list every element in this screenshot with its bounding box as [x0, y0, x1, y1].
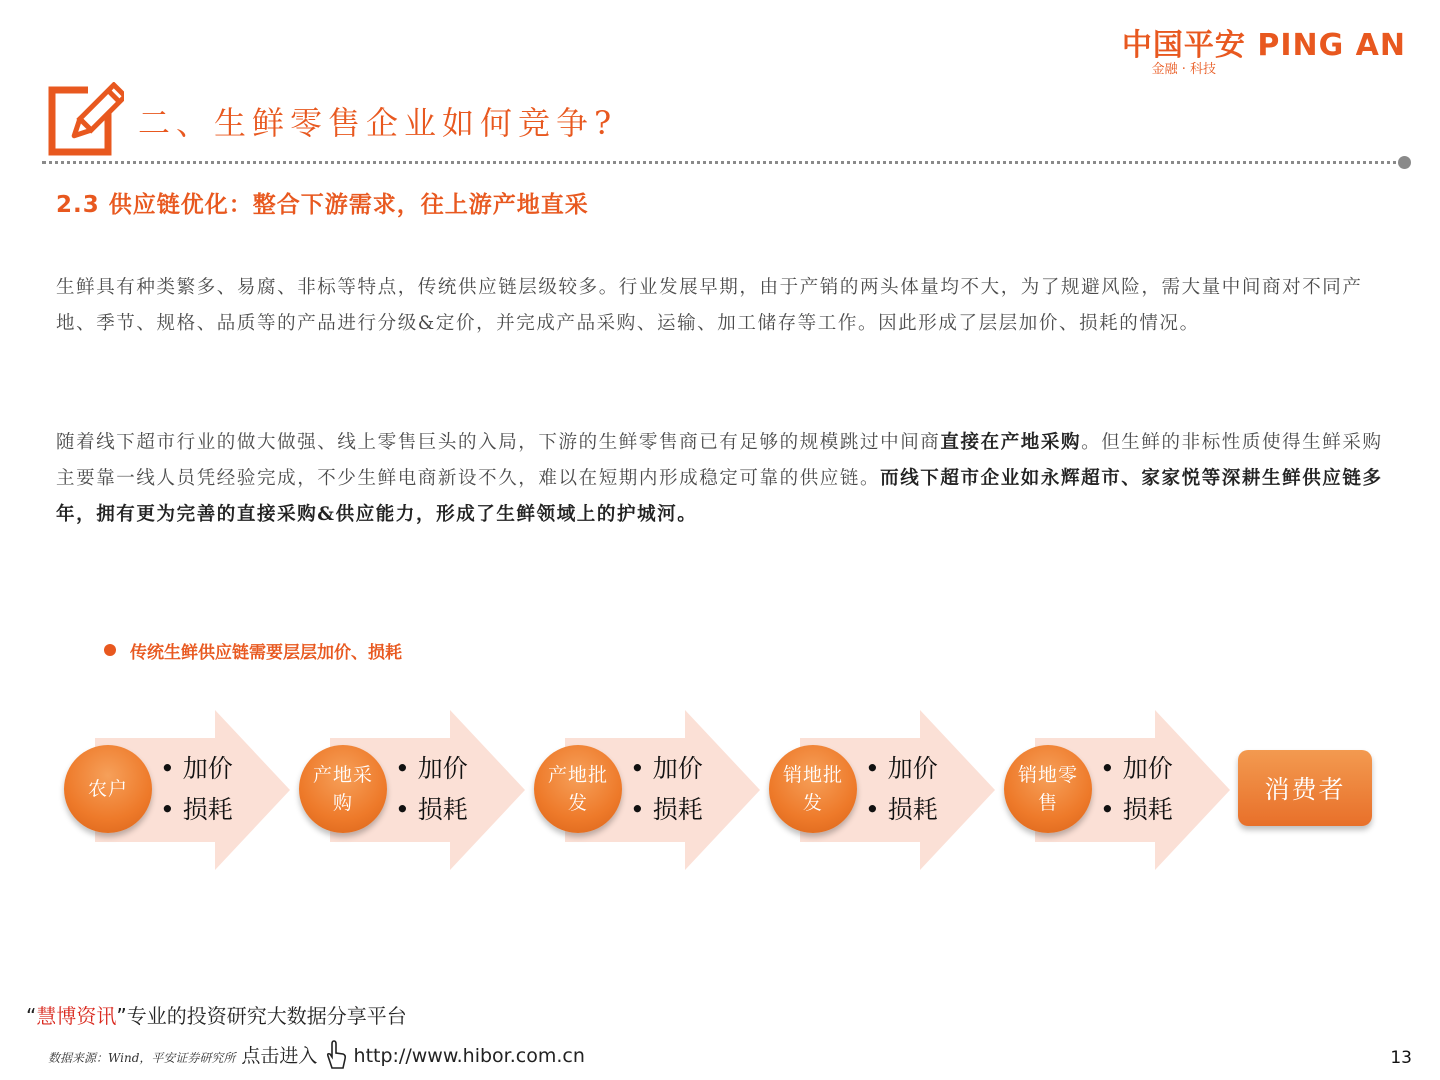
section-title: 2.3 供应链优化：整合下游需求，往上游产地直采	[56, 192, 589, 218]
stage-item: • 加价	[630, 748, 703, 789]
url-prefix: 点击进入	[241, 1045, 318, 1067]
footer-url-link[interactable]: http://www.hibor.com.cn	[353, 1045, 585, 1067]
stage-items	[630, 748, 703, 830]
stage-item: • 损耗	[865, 789, 938, 830]
stage-item: • 加价	[865, 748, 938, 789]
stage-circle: 产地批发	[534, 745, 622, 833]
logo-text: 中国平安 PING AN	[1121, 28, 1406, 63]
paragraph-2-bold-b: 而线下超市企业如永辉超市、家家悦等深耕生鲜供应链多年，拥有更为完善的直接采购&供应能力，形成了生鲜领域上的护城河。	[56, 468, 1383, 525]
paragraph-2-text-b: 。但生鲜的非标性质使得生鲜采购主要靠一线人员凭经验完成，不少生鲜电商新设不久，难以在短期内形成稳定可靠的供应链。	[56, 432, 1383, 489]
stage-item: • 加价	[395, 748, 468, 789]
footer-tagline-text: 专业的投资研究大数据分享平台	[126, 1004, 407, 1028]
bullet-dot	[104, 644, 116, 656]
paragraph-2	[56, 425, 1386, 533]
stage-circle: 销地零售	[1004, 745, 1092, 833]
page-number: 13	[1390, 1048, 1412, 1068]
footer-tagline	[26, 1000, 407, 1029]
pencil-edit-icon	[48, 82, 124, 158]
stage-items	[1100, 748, 1173, 830]
quote-close: ”	[116, 1004, 127, 1028]
paragraph-2-text-a: 随着线下超市行业的做大做强、线上零售巨头的入局，下游的生鲜零售商已有足够的规模跳过中间商	[56, 432, 941, 453]
footer-brand: 慧博资讯	[36, 1004, 117, 1028]
stage-item: • 损耗	[1100, 789, 1173, 830]
diagram-heading: 传统生鲜供应链需要层层加价、损耗	[130, 643, 402, 663]
page-title: 二、生鲜零售企业如何竞争?	[138, 104, 618, 142]
stage-items	[395, 748, 468, 830]
hand-pointer-icon	[323, 1040, 347, 1070]
company-logo	[1106, 20, 1406, 80]
paragraph-1: 生鲜具有种类繁多、易腐、非标等特点，传统供应链层级较多。行业发展早期，由于产销的两头体量均不大，为了规避风险，需大量中间商对不同产地、季节、规格、品质等的产品进行分级&定价，并完成产品采购、运输、加工储存等工作。因此形成了层层加价、损耗的情况。	[56, 277, 1363, 334]
divider-end-dot	[1398, 156, 1411, 169]
paragraph-2-bold-a: 直接在产地采购	[940, 432, 1082, 453]
source-note: 数据来源：Wind，平安证券研究所	[48, 1051, 236, 1065]
stage-item: • 加价	[160, 748, 233, 789]
stage-circle: 销地批发	[769, 745, 857, 833]
stage-items	[865, 748, 938, 830]
consumer-box: 消费者	[1238, 750, 1372, 826]
stage-item: • 损耗	[395, 789, 468, 830]
stage-item: • 加价	[1100, 748, 1173, 789]
title-divider	[42, 161, 1404, 164]
stage-item: • 损耗	[630, 789, 703, 830]
logo-subtitle: 金融 · 科技	[1151, 62, 1216, 77]
footer-link-row	[48, 1040, 585, 1070]
stage-item: • 损耗	[160, 789, 233, 830]
stage-items	[160, 748, 233, 830]
stage-circle: 产地采购	[299, 745, 387, 833]
quote-open: “	[26, 1004, 37, 1028]
stage-circle: 农户	[64, 745, 152, 833]
